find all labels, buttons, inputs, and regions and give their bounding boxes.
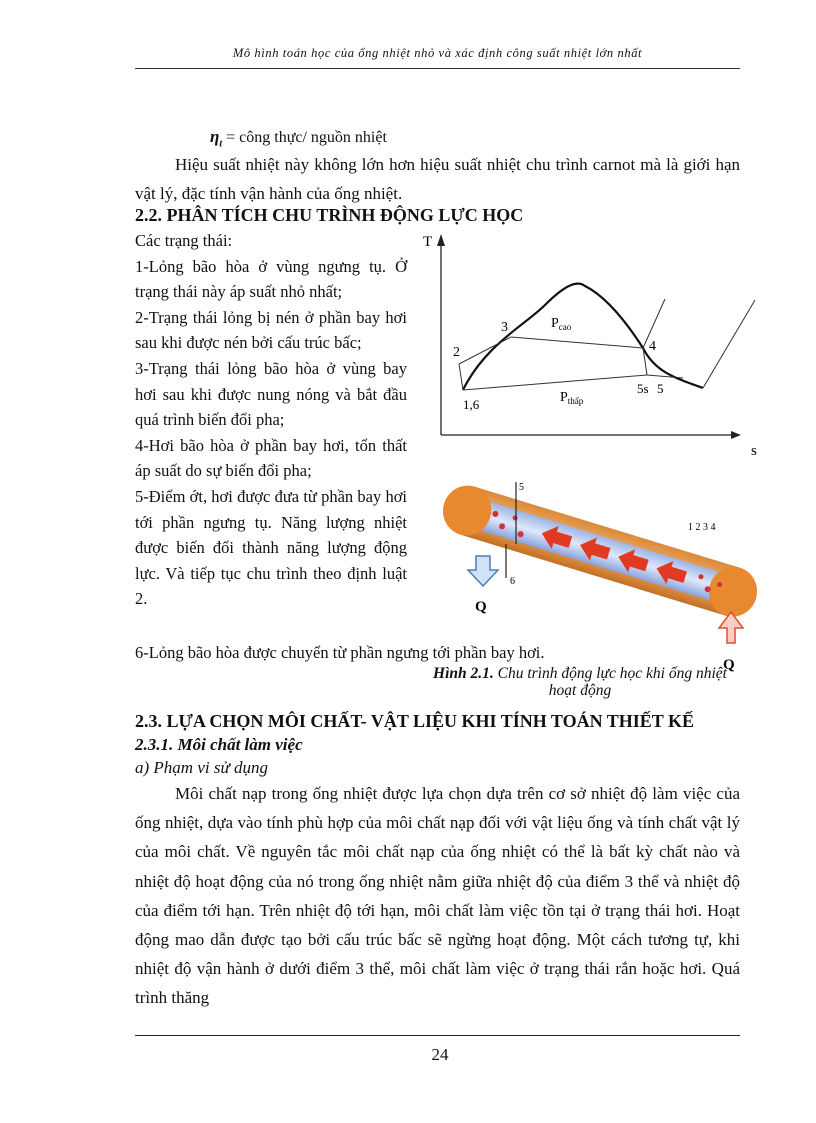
header-rule <box>135 68 740 69</box>
p-high-label: $P_{cao}$ <box>551 316 572 332</box>
q-in-label: Q <box>723 657 735 673</box>
state-3: 3-Trạng thái lỏng bão hòa ở vùng bay hơi sau khi được nung nóng và bắt đầu quá trình biến đổi pha; <box>135 358 407 430</box>
t-axis-arrow <box>437 234 445 246</box>
eta-symbol: $\eta_t$ <box>210 127 223 150</box>
section-2-2-heading: 2.2. PHÂN TÍCH CHU TRÌNH ĐỘNG LỰC HỌC <box>135 205 524 225</box>
section-2-3-heading: 2.3. LỰA CHỌN MÔI CHẤT- VẬT LIỆU KHI TÍNH TOÁN THIẾT KẾ <box>135 711 694 731</box>
heat-pipe-figure <box>430 478 775 676</box>
saturation-dome <box>463 284 703 390</box>
marker-5: 5 <box>519 482 524 493</box>
equation-text: = công thực/ nguồn nhiệt <box>222 129 387 146</box>
ts-diagram <box>415 230 775 460</box>
heat-in-arrow <box>719 612 743 643</box>
heat-out-arrow <box>468 556 498 586</box>
s-axis-label: s <box>751 443 757 459</box>
state-1: 1-Lỏng bão hòa ở vùng ngưng tụ. Ở trạng thái này áp suất nhỏ nhất; <box>135 256 407 302</box>
point-5s-label: 5s <box>637 381 649 396</box>
efficiency-equation <box>210 127 387 149</box>
states-title: Các trạng thái: <box>135 231 233 250</box>
page-number: 24 <box>431 1045 449 1064</box>
p-low-line <box>463 375 647 390</box>
p-high-line <box>511 337 643 348</box>
point-4-label: 4 <box>649 339 656 354</box>
point-5-label: 5 <box>657 381 664 396</box>
t-axis-label: T <box>423 234 433 250</box>
p-low-label: $P_{thấp}$ <box>560 390 584 406</box>
figure-caption: Hình 2.1. Chu trình động lực học khi ống nhiệt hoạt động <box>433 665 727 699</box>
state-5: 5-Điểm ớt, hơi được đưa từ phần bay hơi tới phần ngưng tụ. Năng lượng nhiệt được biến đổi thành năng lượng động lực. Và tiếp tục chu trình theo định luật 2. <box>135 486 407 609</box>
intro-paragraph: Hiệu suất nhiệt này không lớn hơn hiệu suất nhiệt chu trình carnot mà là giới hạn vật lý, đặc tính vận hành của ống nhiệt. <box>135 155 740 203</box>
subsection-a-heading: a) Phạm vi sử dụng <box>135 758 268 777</box>
point-16-label: 1,6 <box>463 397 480 412</box>
q-out-label: Q <box>475 599 487 615</box>
state-6: 6-Lỏng bão hòa được chuyển từ phần ngưng tới phần bay hơi. <box>135 643 545 662</box>
states-list <box>135 228 407 612</box>
running-header: Mô hình toán học của ống nhiệt nhỏ và xác định công suất nhiệt lớn nhất <box>232 46 643 60</box>
point-3-label: 3 <box>501 320 508 335</box>
marker-1234: 1 2 3 4 <box>688 522 716 533</box>
s-axis-arrow <box>731 431 741 439</box>
section-2-3-1-heading: 2.3.1. Môi chất làm việc <box>135 735 303 754</box>
body-paragraph: Môi chất nạp trong ống nhiệt được lựa chọn dựa trên cơ sở nhiệt độ làm việc của ống nhiệt, dựa vào tính phù hợp của môi chất nạp đối với vật liệu ống và tính chất vật lý của môi chất. Về nguyên tắc môi chất nạp của ống nhiệt có thể là bất kỳ chất nào và nhiệt độ hoạt động của nó trong ống nhiệt nằm giữa nhiệt độ của điểm 3 thể và nhiệt độ của điểm tới hạn. Trên nhiệt độ tới hạn, môi chất làm việc tồn tại ở trạng thái hơi. Hoạt động mao dẫn được tạo bởi cấu trúc bấc sẽ ngừng hoạt động. Một cách tương tự, khi nhiệt độ vận hành ở dưới điểm 3 thể, môi chất làm việc ở trạng thái rắn hoặc hơi. Quá trình thăng <box>135 784 740 1008</box>
state-2: 2-Trạng thái lỏng bị nén ở phần bay hơi sau khi được nén bởi cấu trúc bấc; <box>135 307 407 353</box>
state-4: 4-Hơi bão hòa ở phần bay hơi, tổn thất áp suất do sự biến đổi pha; <box>135 435 407 481</box>
point-2-label: 2 <box>453 345 460 360</box>
footer-rule <box>135 1035 740 1036</box>
marker-6: 6 <box>510 576 515 587</box>
pump-line <box>459 364 463 390</box>
p-low-extension <box>647 375 683 378</box>
compression-line <box>459 337 511 364</box>
superheat-line-low <box>703 300 755 388</box>
